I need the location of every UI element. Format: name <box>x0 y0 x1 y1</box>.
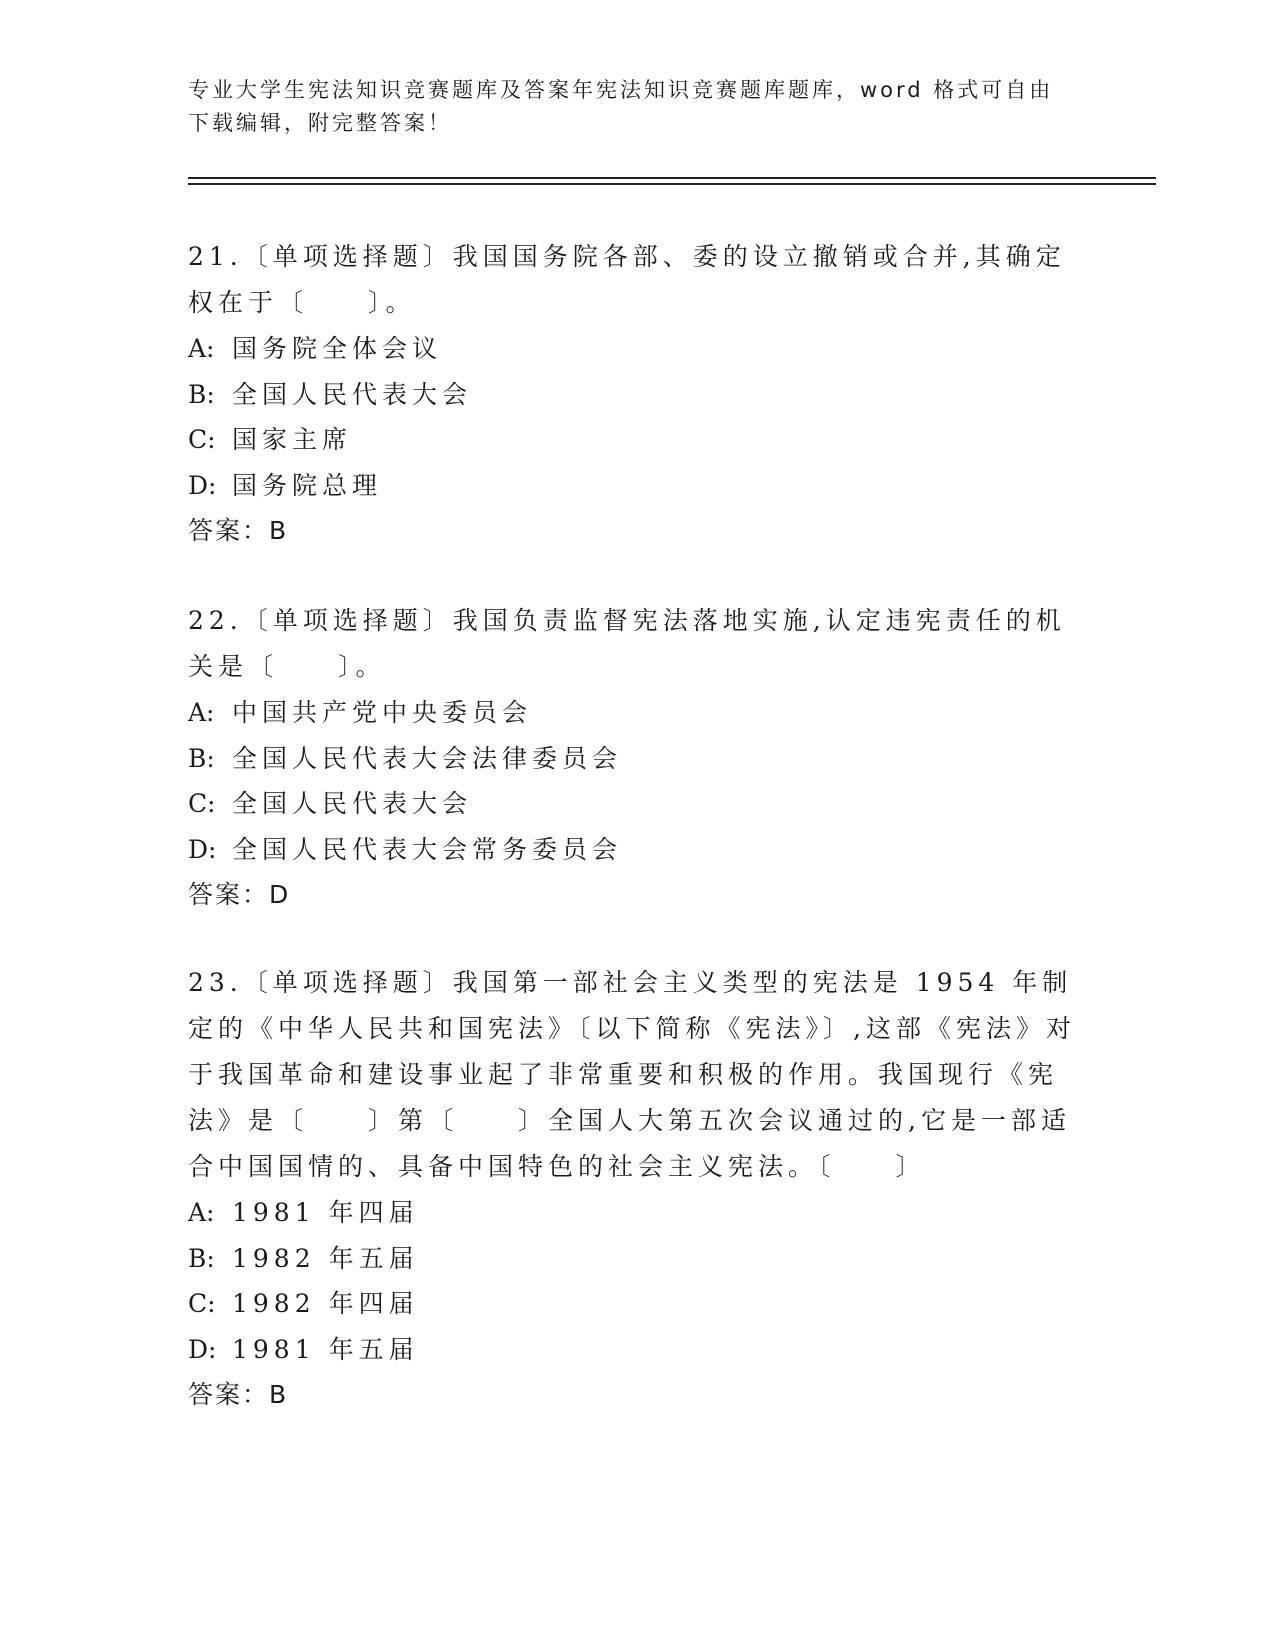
option-text: 中国共产党中央委员会 <box>232 698 533 727</box>
header-divider-bottom <box>188 183 1156 185</box>
option-letter: A: <box>188 698 215 727</box>
question-stem: 23.〔单项选择题〕我国第一部社会主义类型的宪法是 1954 年制定的《中华人民共和国宪法》〔以下简称《宪法》〕,这部《宪法》对于我国革命和建设事业起了非常重要和积极的作用。我国现行《宪法》是〔 〕第〔 〕全国人大第五次会议通过的,它是一部适合中国国情的、具备中国特色的社会主义宪法。〔 〕 <box>188 968 1076 1181</box>
option-a <box>188 1190 1078 1236</box>
document-header: 专业大学生宪法知识竞赛题库及答案年宪法知识竞赛题库题库，word 格式可自由下载编辑，附完整答案！ <box>188 78 1054 135</box>
option-a <box>188 690 1078 736</box>
option-text: 国务院总理 <box>232 470 383 500</box>
option-d <box>188 1327 1078 1373</box>
option-letter: D: <box>188 470 217 500</box>
option-a <box>188 326 1078 372</box>
option-text: 1982 年五届 <box>232 1243 419 1273</box>
option-letter: C: <box>188 1289 216 1318</box>
option-letter: B: <box>188 1243 215 1273</box>
option-d <box>188 827 1078 873</box>
option-c <box>188 781 1078 827</box>
option-d <box>188 463 1078 509</box>
option-b <box>188 1236 1078 1282</box>
option-letter: B: <box>188 743 215 773</box>
option-letter: B: <box>188 379 215 409</box>
question-23 <box>188 960 1078 1418</box>
answer: 答案：D <box>188 880 291 909</box>
option-letter: C: <box>188 425 216 454</box>
option-b <box>188 736 1078 782</box>
option-c <box>188 417 1078 463</box>
option-text: 全国人民代表大会常务委员会 <box>232 834 623 864</box>
option-text: 全国人民代表大会 <box>232 789 473 818</box>
question-21 <box>188 234 1078 554</box>
question-22 <box>188 598 1078 918</box>
option-letter: D: <box>188 834 217 864</box>
header-divider-top <box>188 177 1156 179</box>
option-b <box>188 372 1078 418</box>
option-text: 1982 年四届 <box>232 1289 419 1318</box>
option-text: 全国人民代表大会 <box>232 379 473 409</box>
option-text: 全国人民代表大会法律委员会 <box>232 743 623 773</box>
option-letter: A: <box>188 1198 215 1227</box>
option-letter: D: <box>188 1334 217 1364</box>
option-text: 国家主席 <box>232 425 353 454</box>
option-letter: C: <box>188 789 216 818</box>
answer: 答案：B <box>188 1380 289 1409</box>
answer: 答案：B <box>188 516 289 545</box>
question-stem: 22.〔单项选择题〕我国负责监督宪法落地实施,认定违宪责任的机关是〔 〕。 <box>188 606 1066 681</box>
option-text: 1981 年五届 <box>232 1334 419 1364</box>
option-text: 国务院全体会议 <box>232 334 443 363</box>
option-letter: A: <box>188 334 215 363</box>
option-c <box>188 1281 1078 1327</box>
question-stem: 21.〔单项选择题〕我国国务院各部、委的设立撤销或合并,其确定权在于〔 〕。 <box>188 242 1066 317</box>
option-text: 1981 年四届 <box>232 1198 419 1227</box>
